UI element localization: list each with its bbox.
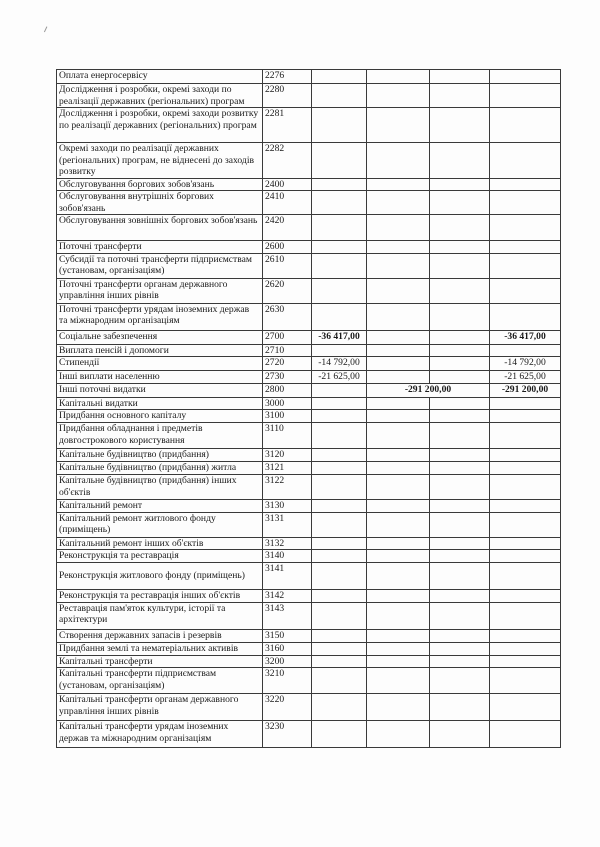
amount-cell-total <box>490 241 561 254</box>
amount-cell-1 <box>312 344 367 357</box>
amount-cell-1 <box>312 721 367 748</box>
expense-name-cell: Реконструкція та реставрація інших об'єктів <box>57 590 263 603</box>
amount-cell-3 <box>430 410 490 423</box>
expense-name-cell: Дослідження і розробки, окремі заходи по реалізації державних (регіональних) програм <box>57 84 263 108</box>
amount-cell-2 <box>367 178 430 191</box>
budget-code-cell: 3000 <box>263 397 312 410</box>
amount-cell-3 <box>430 108 490 143</box>
amount-cell-3 <box>430 449 490 462</box>
expense-name-cell: Виплата пенсій і допомоги <box>57 344 263 357</box>
budget-code-cell: 3160 <box>263 642 312 655</box>
amount-cell-1 <box>312 241 367 254</box>
expense-name-cell: Обслуговування внутрішніх боргових зобов'язань <box>57 191 263 215</box>
expense-name-cell: Капітальне будівництво (придбання) інших об'єктів <box>57 475 263 500</box>
amount-cell-total <box>490 344 561 357</box>
amount-cell-3 <box>430 694 490 721</box>
amount-cell-total <box>490 278 561 303</box>
amount-cell-2 <box>367 344 430 357</box>
budget-code-cell: 3140 <box>263 550 312 563</box>
amount-cell-1 <box>312 449 367 462</box>
amount-cell-total <box>490 475 561 500</box>
table-row <box>57 668 561 694</box>
table-row <box>57 108 561 143</box>
amount-cell-1 <box>312 383 367 397</box>
expense-name-cell: Капітальні трансферти підприємствам (установам, організаціям) <box>57 668 263 694</box>
amount-cell-1 <box>312 303 367 330</box>
amount-cell-1 <box>312 462 367 475</box>
budget-code-cell: 3100 <box>263 410 312 423</box>
amount-cell-total: -291 200,00 <box>490 383 561 397</box>
expense-name-cell: Капітальні трансферти урядам іноземних держав та міжнародним організаціям <box>57 721 263 748</box>
amount-cell-2 <box>367 462 430 475</box>
expense-name-cell: Капітальний ремонт <box>57 500 263 513</box>
budget-code-cell: 2280 <box>263 84 312 108</box>
expense-name-cell: Придбання землі та нематеріальних активів <box>57 642 263 655</box>
table-row <box>57 602 561 629</box>
amount-cell-total <box>490 423 561 449</box>
budget-code-cell: 3200 <box>263 655 312 668</box>
amount-cell-3 <box>430 397 490 410</box>
amount-cell-3 <box>430 462 490 475</box>
amount-cell-2 <box>367 253 430 278</box>
amount-cell-2 <box>367 215 430 241</box>
amount-cell-total <box>490 70 561 84</box>
amount-cell-total <box>490 655 561 668</box>
budget-code-cell: 2600 <box>263 241 312 254</box>
budget-code-cell: 3143 <box>263 602 312 629</box>
amount-cell-total <box>490 178 561 191</box>
amount-cell-3 <box>430 191 490 215</box>
amount-cell-2 <box>367 191 430 215</box>
budget-code-cell: 3220 <box>263 694 312 721</box>
budget-code-cell: 3142 <box>263 590 312 603</box>
expense-name-cell: Реставрація пам'яток культури, історії та архітектури <box>57 602 263 629</box>
amount-cell-2 <box>367 303 430 330</box>
amount-cell-2 <box>367 423 430 449</box>
amount-cell-total: -14 792,00 <box>490 357 561 371</box>
amount-cell-total <box>490 512 561 537</box>
table-row <box>57 303 561 330</box>
table-row <box>57 423 561 449</box>
amount-cell-total <box>490 590 561 603</box>
table-row <box>57 397 561 410</box>
amount-cell-1 <box>312 602 367 629</box>
amount-cell-total <box>490 449 561 462</box>
table-row <box>57 563 561 590</box>
amount-cell-1 <box>312 512 367 537</box>
budget-code-cell: 2730 <box>263 371 312 384</box>
table-row <box>57 721 561 748</box>
expense-name-cell: Капітальний ремонт інших об'єктів <box>57 537 263 550</box>
amount-cell-total <box>490 84 561 108</box>
table-row <box>57 215 561 241</box>
amount-cell-1 <box>312 668 367 694</box>
amount-cell-3 <box>430 563 490 590</box>
amount-cell-2 <box>367 590 430 603</box>
amount-cell-3 <box>430 668 490 694</box>
amount-cell-3 <box>430 629 490 642</box>
expense-name-cell: Капітальні трансферти <box>57 655 263 668</box>
budget-code-cell: 3122 <box>263 475 312 500</box>
expense-name-cell: Субсидії та поточні трансферти підприємствам (установам, організаціям) <box>57 253 263 278</box>
amount-cell-total: -36 417,00 <box>490 330 561 344</box>
amount-cell-3 <box>430 70 490 84</box>
amount-cell-total <box>490 410 561 423</box>
amount-cell-2 <box>367 84 430 108</box>
amount-cell-3 <box>430 590 490 603</box>
amount-cell-total <box>490 642 561 655</box>
expense-name-cell: Створення державних запасів і резервів <box>57 629 263 642</box>
amount-cell-total <box>490 721 561 748</box>
expense-name-cell: Капітальні видатки <box>57 397 263 410</box>
expense-name-cell: Капітальні трансферти органам державного управління інших рівнів <box>57 694 263 721</box>
table-row <box>57 70 561 84</box>
amount-cell-1 <box>312 694 367 721</box>
amount-cell-3 <box>430 178 490 191</box>
amount-cell-total <box>490 462 561 475</box>
amount-cell-3 <box>430 602 490 629</box>
table-row <box>57 590 561 603</box>
budget-code-cell: 3110 <box>263 423 312 449</box>
amount-cell-3 <box>430 143 490 179</box>
budget-code-cell: 3131 <box>263 512 312 537</box>
budget-code-cell: 2410 <box>263 191 312 215</box>
amount-cell-3 <box>430 303 490 330</box>
amount-cell-total <box>490 550 561 563</box>
amount-cell-1: -14 792,00 <box>312 357 367 371</box>
expense-name-cell: Капітальне будівництво (придбання) <box>57 449 263 462</box>
amount-cell-1 <box>312 537 367 550</box>
table-row <box>57 642 561 655</box>
amount-cell-2 <box>367 449 430 462</box>
amount-cell-1 <box>312 563 367 590</box>
table-row <box>57 500 561 513</box>
amount-cell-2 <box>367 371 430 384</box>
amount-cell-3 <box>430 550 490 563</box>
amount-cell-total <box>490 303 561 330</box>
amount-cell-1: -36 417,00 <box>312 330 367 344</box>
table-row <box>57 655 561 668</box>
amount-cell-total <box>490 191 561 215</box>
amount-cell-1 <box>312 423 367 449</box>
table-row <box>57 512 561 537</box>
budget-code-cell: 2400 <box>263 178 312 191</box>
budget-code-cell: 2276 <box>263 70 312 84</box>
amount-cell-1 <box>312 215 367 241</box>
table-row <box>57 191 561 215</box>
amount-cell-1 <box>312 475 367 500</box>
amount-cell-2 <box>367 143 430 179</box>
amount-cell-total: -21 625,00 <box>490 371 561 384</box>
amount-cell-1 <box>312 629 367 642</box>
expense-name-cell: Поточні трансферти органам державного управління інших рівнів <box>57 278 263 303</box>
table-row <box>57 241 561 254</box>
expense-name-cell: Реконструкція та реставрація <box>57 550 263 563</box>
amount-cell-1 <box>312 253 367 278</box>
budget-code-cell: 2700 <box>263 330 312 344</box>
expense-name-cell: Реконструкція житлового фонду (приміщень) <box>57 563 263 590</box>
amount-cell-3 <box>430 475 490 500</box>
amount-cell-1 <box>312 642 367 655</box>
amount-cell-total <box>490 563 561 590</box>
budget-code-cell: 2800 <box>263 383 312 397</box>
amount-cell-1 <box>312 84 367 108</box>
amount-cell-2 <box>367 563 430 590</box>
table-row <box>57 143 561 179</box>
amount-cell-2 <box>367 475 430 500</box>
amount-cell-2 <box>367 512 430 537</box>
amount-cell-3 <box>430 84 490 108</box>
amount-cell-3 <box>430 253 490 278</box>
table-row <box>57 330 561 344</box>
table-row <box>57 550 561 563</box>
table-row <box>57 462 561 475</box>
amount-cell-2 <box>367 108 430 143</box>
amount-cell-total <box>490 215 561 241</box>
amount-cell-total <box>490 500 561 513</box>
budget-code-cell: 2420 <box>263 215 312 241</box>
amount-cell-3 <box>430 371 490 384</box>
amount-cell-1 <box>312 410 367 423</box>
amount-cell-total <box>490 537 561 550</box>
budget-code-cell: 2630 <box>263 303 312 330</box>
table-row <box>57 253 561 278</box>
table-row <box>57 84 561 108</box>
amount-cell-1 <box>312 500 367 513</box>
expense-name-cell: Поточні трансферти урядам іноземних держав та міжнародним організаціям <box>57 303 263 330</box>
table-row <box>57 410 561 423</box>
budget-code-cell: 3150 <box>263 629 312 642</box>
table-row <box>57 383 561 397</box>
amount-cell-1 <box>312 191 367 215</box>
table-row <box>57 475 561 500</box>
expense-name-cell: Інші виплати населенню <box>57 371 263 384</box>
amount-cell-2 <box>367 70 430 84</box>
expense-name-cell: Окремі заходи по реалізації державних (регіональних) програм, не віднесені до заходів розвитку <box>57 143 263 179</box>
amount-cell-2 <box>367 241 430 254</box>
expense-name-cell: Оплата енергосервісу <box>57 70 263 84</box>
amount-cell-2 <box>367 500 430 513</box>
expense-name-cell: Стипендії <box>57 357 263 371</box>
amount-cell-total <box>490 694 561 721</box>
expense-name-cell: Поточні трансферти <box>57 241 263 254</box>
table-row <box>57 537 561 550</box>
amount-cell-1 <box>312 655 367 668</box>
amount-cell-3 <box>430 512 490 537</box>
table-row <box>57 694 561 721</box>
amount-cell-total <box>490 143 561 179</box>
amount-cell-2 <box>367 278 430 303</box>
amount-cell-1 <box>312 278 367 303</box>
amount-cell-2 <box>367 330 430 344</box>
expenditure-table <box>56 69 561 748</box>
amount-cell-2 <box>367 642 430 655</box>
amount-cell-2 <box>367 410 430 423</box>
amount-cell-total <box>490 602 561 629</box>
amount-cell-3 <box>430 423 490 449</box>
expenditure-table-body <box>57 70 561 748</box>
amount-cell-1: -21 625,00 <box>312 371 367 384</box>
amount-cell-3 <box>430 344 490 357</box>
budget-code-cell: 3132 <box>263 537 312 550</box>
amount-cell-3 <box>430 330 490 344</box>
amount-cell-total <box>490 629 561 642</box>
expense-name-cell: Капітальне будівництво (придбання) житла <box>57 462 263 475</box>
amount-cell-total <box>490 668 561 694</box>
amount-cell-2 <box>367 668 430 694</box>
amount-cell-2 <box>367 655 430 668</box>
amount-cell-2 <box>367 550 430 563</box>
amount-cell-3 <box>430 215 490 241</box>
table-row <box>57 278 561 303</box>
table-row <box>57 371 561 384</box>
table-row <box>57 344 561 357</box>
expense-name-cell: Придбання обладнання і предметів довгострокового користування <box>57 423 263 449</box>
expense-name-cell: Соціальне забезпечення <box>57 330 263 344</box>
budget-code-cell: 3121 <box>263 462 312 475</box>
amount-cell-2 <box>367 694 430 721</box>
budget-code-cell: 2281 <box>263 108 312 143</box>
amount-cell-1 <box>312 397 367 410</box>
amount-cell-1 <box>312 550 367 563</box>
expense-name-cell: Капітальний ремонт житлового фонду (приміщень) <box>57 512 263 537</box>
amount-cell-1 <box>312 70 367 84</box>
amount-cell-total <box>490 253 561 278</box>
amount-cell-1 <box>312 178 367 191</box>
table-row <box>57 629 561 642</box>
table-row <box>57 449 561 462</box>
amount-cell-2 <box>367 357 430 371</box>
amount-cell-2 <box>367 397 430 410</box>
amount-cell-3 <box>430 537 490 550</box>
budget-code-cell: 2710 <box>263 344 312 357</box>
budget-code-cell: 2720 <box>263 357 312 371</box>
amount-cell-2 <box>367 602 430 629</box>
expense-name-cell: Обслуговування боргових зобов'язань <box>57 178 263 191</box>
amount-cell-2 <box>367 629 430 642</box>
budget-code-cell: 2620 <box>263 278 312 303</box>
budget-code-cell: 3210 <box>263 668 312 694</box>
amount-cell-3 <box>430 642 490 655</box>
budget-code-cell: 3120 <box>263 449 312 462</box>
expense-name-cell: Інші поточні видатки <box>57 383 263 397</box>
budget-code-cell: 2282 <box>263 143 312 179</box>
expense-name-cell: Обслуговування зовнішніх боргових зобов'язань <box>57 215 263 241</box>
amount-cell-2: -291 200,00 <box>367 383 490 397</box>
amount-cell-3 <box>430 500 490 513</box>
amount-cell-2 <box>367 537 430 550</box>
budget-code-cell: 3230 <box>263 721 312 748</box>
amount-cell-3 <box>430 655 490 668</box>
table-row <box>57 357 561 371</box>
budget-code-cell: 3141 <box>263 563 312 590</box>
amount-cell-total <box>490 108 561 143</box>
expense-name-cell: Дослідження і розробки, окремі заходи розвитку по реалізації державних (регіональних) програм <box>57 108 263 143</box>
amount-cell-3 <box>430 241 490 254</box>
amount-cell-2 <box>367 721 430 748</box>
amount-cell-1 <box>312 108 367 143</box>
table-row <box>57 178 561 191</box>
amount-cell-3 <box>430 278 490 303</box>
expense-name-cell: Придбання основного капіталу <box>57 410 263 423</box>
amount-cell-3 <box>430 721 490 748</box>
amount-cell-total <box>490 397 561 410</box>
amount-cell-1 <box>312 143 367 179</box>
budget-code-cell: 3130 <box>263 500 312 513</box>
amount-cell-3 <box>430 357 490 371</box>
scan-mark <box>44 26 50 33</box>
budget-code-cell: 2610 <box>263 253 312 278</box>
amount-cell-1 <box>312 590 367 603</box>
